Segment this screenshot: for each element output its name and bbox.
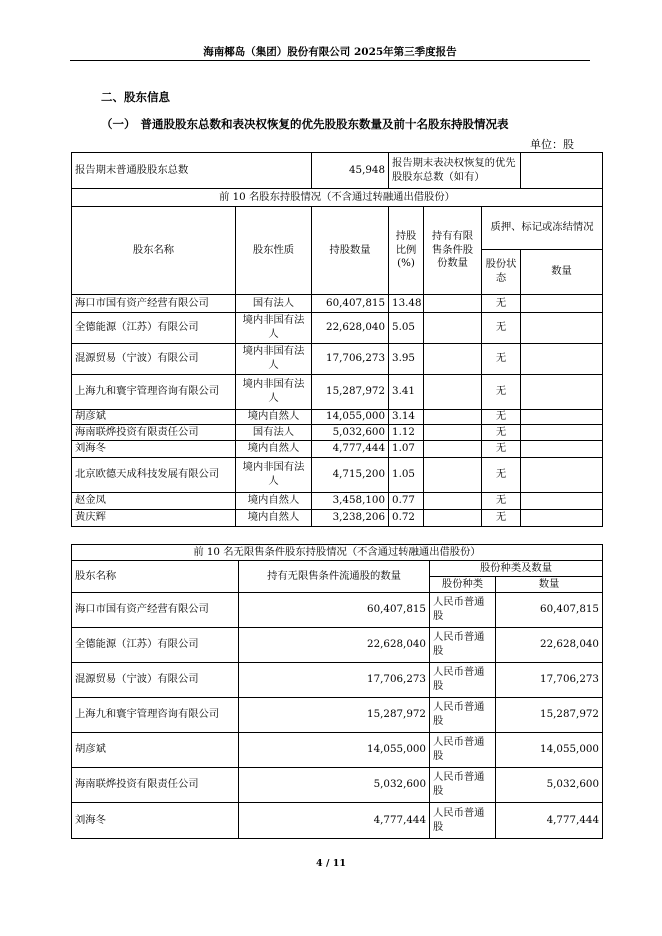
- holder-shares: 3,458,100: [312, 493, 389, 510]
- holder-ratio: 5.05: [389, 313, 424, 344]
- col-header-amount: 数量: [496, 577, 603, 593]
- holder-pledge-status: 无: [482, 344, 521, 375]
- holder-pledge-status: 无: [482, 410, 521, 425]
- unrestricted-caption: 前 10 名无限售条件股东持股情况（不含通过转融通出借股份）: [72, 545, 603, 561]
- holder-name: 全德能源（江苏）有限公司: [72, 313, 236, 344]
- holder-name: 全德能源（江苏）有限公司: [72, 628, 239, 663]
- table-row: [72, 493, 603, 510]
- col-header-nature: 股东性质: [236, 207, 312, 295]
- holder-name: 海南联烨投资有限责任公司: [72, 425, 236, 441]
- holder-restricted: [424, 375, 482, 410]
- header-divider: [70, 60, 590, 61]
- share-amount: 17,706,273: [496, 663, 603, 698]
- holder-restricted: [424, 410, 482, 425]
- holder-name: 黄庆辉: [72, 510, 236, 527]
- holder-pledge-qty: [521, 313, 603, 344]
- total-holders-value: 45,948: [312, 153, 389, 189]
- holder-nature: 境内自然人: [236, 493, 312, 510]
- share-kind: 人民币普通股: [430, 593, 496, 628]
- holder-unrestricted-qty: 60,407,815: [239, 593, 430, 628]
- share-amount: 15,287,972: [496, 698, 603, 733]
- table-row: [72, 593, 603, 628]
- table-row: [72, 698, 603, 733]
- report-header: 海南椰岛（集团）股份有限公司 2025年第三季度报告: [203, 46, 457, 58]
- holder-pledge-qty: [521, 458, 603, 493]
- share-amount: 60,407,815: [496, 593, 603, 628]
- table-row: [72, 458, 603, 493]
- holder-name: 胡彦斌: [72, 733, 239, 768]
- holder-ratio: 0.77: [389, 493, 424, 510]
- share-kind: 人民币普通股: [430, 733, 496, 768]
- page-number: 4 / 11: [316, 858, 346, 869]
- col-header-name: 股东名称: [72, 561, 239, 593]
- table-row: [72, 803, 603, 839]
- holder-ratio: 1.12: [389, 425, 424, 441]
- shareholders-table: [71, 152, 603, 527]
- holder-unrestricted-qty: 17,706,273: [239, 663, 430, 698]
- holder-ratio: 3.41: [389, 375, 424, 410]
- table-row: [72, 733, 603, 768]
- holder-pledge-status: 无: [482, 458, 521, 493]
- share-kind: 人民币普通股: [430, 663, 496, 698]
- holder-shares: 14,055,000: [312, 410, 389, 425]
- unrestricted-holders-table: [71, 544, 603, 839]
- holder-restricted: [424, 295, 482, 313]
- unit-label: 单位：股: [530, 138, 574, 151]
- col-header-pledge: 质押、标记或冻结情况: [482, 207, 603, 250]
- holder-name: 混源贸易（宁波）有限公司: [72, 344, 236, 375]
- share-amount: 4,777,444: [496, 803, 603, 839]
- holder-name: 上海九和寰宇管理咨询有限公司: [72, 375, 236, 410]
- table-row: [72, 410, 603, 425]
- table-row: [72, 768, 603, 803]
- holder-name: 上海九和寰宇管理咨询有限公司: [72, 698, 239, 733]
- share-kind: 人民币普通股: [430, 803, 496, 839]
- col-header-kind-group: 股份种类及数量: [430, 561, 603, 577]
- share-amount: 22,628,040: [496, 628, 603, 663]
- table-row: [72, 628, 603, 663]
- holder-unrestricted-qty: 5,032,600: [239, 768, 430, 803]
- holder-shares: 60,407,815: [312, 295, 389, 313]
- holder-restricted: [424, 425, 482, 441]
- holder-ratio: 13.48: [389, 295, 424, 313]
- col-header-unrestricted-qty: 持有无限售条件流通股的数量: [239, 561, 430, 593]
- holder-pledge-status: 无: [482, 313, 521, 344]
- holder-nature: 境内非国有法人: [236, 313, 312, 344]
- holder-unrestricted-qty: 15,287,972: [239, 698, 430, 733]
- table-row: [72, 313, 603, 344]
- col-header-kind: 股份种类: [430, 577, 496, 593]
- holder-shares: 4,777,444: [312, 441, 389, 458]
- share-kind: 人民币普通股: [430, 768, 496, 803]
- holder-pledge-qty: [521, 375, 603, 410]
- holder-name: 胡彦斌: [72, 410, 236, 425]
- holder-nature: 境内非国有法人: [236, 344, 312, 375]
- holder-nature: 境内非国有法人: [236, 458, 312, 493]
- holder-ratio: 0.72: [389, 510, 424, 527]
- preferred-holders-label: 报告期末表决权恢复的优先股股东总数（如有）: [389, 153, 521, 189]
- holder-ratio: 3.14: [389, 410, 424, 425]
- holder-unrestricted-qty: 4,777,444: [239, 803, 430, 839]
- holder-shares: 22,628,040: [312, 313, 389, 344]
- table-row: [72, 425, 603, 441]
- holder-name: 海口市国有资产经营有限公司: [72, 295, 236, 313]
- holder-name: 海南联烨投资有限责任公司: [72, 768, 239, 803]
- table-row: [72, 441, 603, 458]
- holder-pledge-qty: [521, 493, 603, 510]
- table-row: [72, 344, 603, 375]
- share-amount: 5,032,600: [496, 768, 603, 803]
- holder-pledge-qty: [521, 410, 603, 425]
- holder-restricted: [424, 313, 482, 344]
- holder-name: 北京欧德天成科技发展有限公司: [72, 458, 236, 493]
- section-title: 二、股东信息: [101, 90, 170, 104]
- holder-shares: 17,706,273: [312, 344, 389, 375]
- holder-pledge-status: 无: [482, 493, 521, 510]
- col-header-pledge-status: 股份状态: [482, 250, 521, 295]
- holder-pledge-status: 无: [482, 441, 521, 458]
- holder-shares: 15,287,972: [312, 375, 389, 410]
- holder-unrestricted-qty: 14,055,000: [239, 733, 430, 768]
- holder-unrestricted-qty: 22,628,040: [239, 628, 430, 663]
- holder-restricted: [424, 441, 482, 458]
- holder-restricted: [424, 344, 482, 375]
- holder-pledge-qty: [521, 344, 603, 375]
- holder-nature: 境内自然人: [236, 510, 312, 527]
- holder-name: 赵金凤: [72, 493, 236, 510]
- holder-pledge-qty: [521, 425, 603, 441]
- table-row: [72, 663, 603, 698]
- holder-nature: 境内自然人: [236, 410, 312, 425]
- holder-nature: 国有法人: [236, 425, 312, 441]
- holder-name: 混源贸易（宁波）有限公司: [72, 663, 239, 698]
- holder-shares: 5,032,600: [312, 425, 389, 441]
- holder-pledge-status: 无: [482, 425, 521, 441]
- subsection-title: （一） 普通股股东总数和表决权恢复的优先股股东数量及前十名股东持股情况表: [101, 117, 509, 131]
- holder-pledge-status: 无: [482, 510, 521, 527]
- holder-name: 海口市国有资产经营有限公司: [72, 593, 239, 628]
- holder-ratio: 3.95: [389, 344, 424, 375]
- col-header-name: 股东名称: [72, 207, 236, 295]
- share-amount: 14,055,000: [496, 733, 603, 768]
- col-header-restricted: 持有有限售条件股份数量: [424, 207, 482, 295]
- holder-nature: 境内非国有法人: [236, 375, 312, 410]
- holder-restricted: [424, 493, 482, 510]
- holder-shares: 4,715,200: [312, 458, 389, 493]
- holder-ratio: 1.05: [389, 458, 424, 493]
- share-kind: 人民币普通股: [430, 628, 496, 663]
- table-row: [72, 295, 603, 313]
- share-kind: 人民币普通股: [430, 698, 496, 733]
- table-row: [72, 510, 603, 527]
- holder-pledge-qty: [521, 441, 603, 458]
- holder-pledge-status: 无: [482, 295, 521, 313]
- holder-name: 刘海冬: [72, 441, 236, 458]
- holder-name: 刘海冬: [72, 803, 239, 839]
- holder-restricted: [424, 458, 482, 493]
- holder-nature: 境内自然人: [236, 441, 312, 458]
- table-row: [72, 375, 603, 410]
- col-header-shares: 持股数量: [312, 207, 389, 295]
- col-header-pledge-qty: 数量: [521, 250, 603, 295]
- holder-pledge-qty: [521, 510, 603, 527]
- holder-nature: 国有法人: [236, 295, 312, 313]
- holder-shares: 3,238,206: [312, 510, 389, 527]
- holder-pledge-qty: [521, 295, 603, 313]
- holder-pledge-status: 无: [482, 375, 521, 410]
- holder-ratio: 1.07: [389, 441, 424, 458]
- col-header-ratio: 持股比例(%): [389, 207, 424, 295]
- holder-restricted: [424, 510, 482, 527]
- top10-caption: 前 10 名股东持股情况（不含通过转融通出借股份）: [72, 189, 603, 207]
- total-holders-label: 报告期末普通股股东总数: [72, 153, 312, 189]
- preferred-holders-value: [521, 153, 603, 189]
